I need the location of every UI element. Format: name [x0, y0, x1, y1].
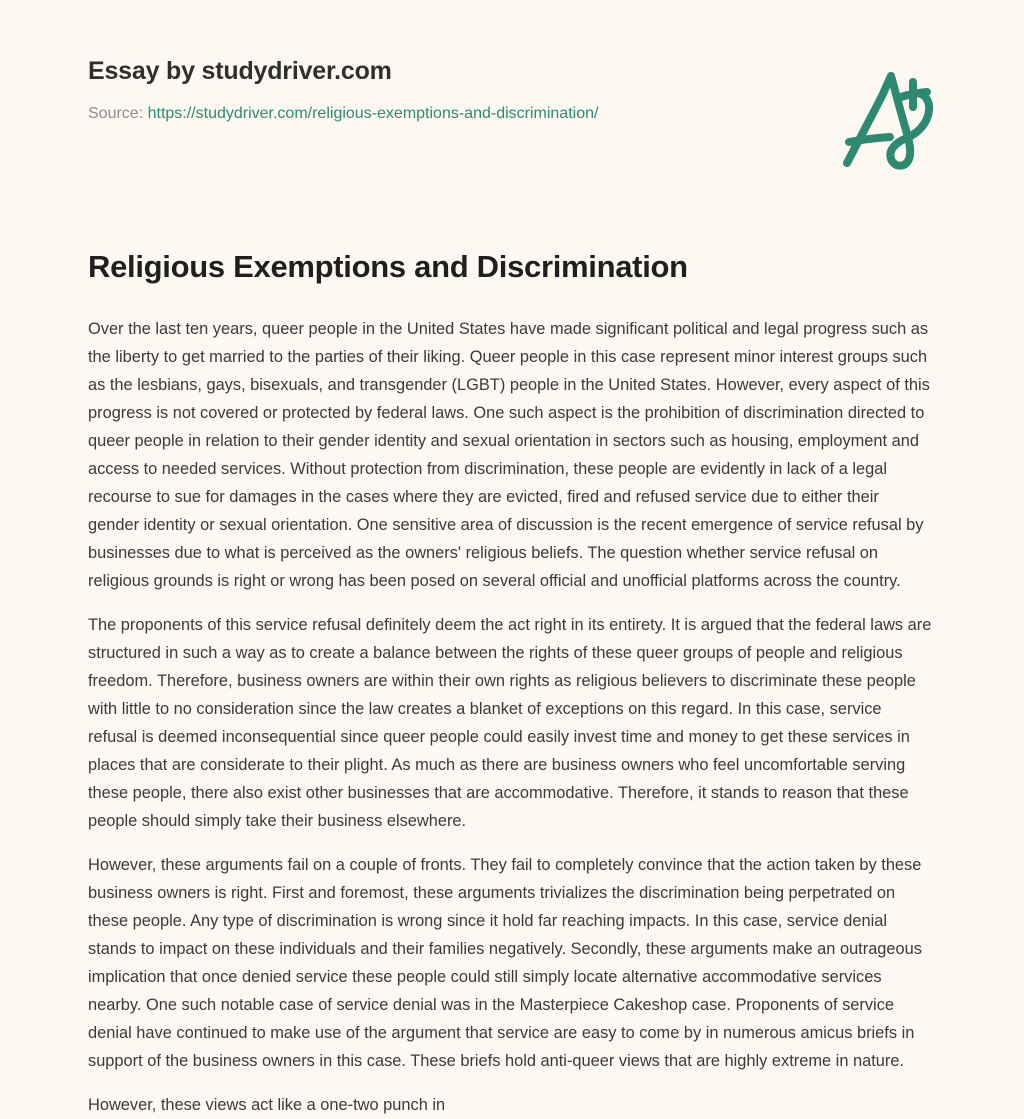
brand-title: Essay by studydriver.com: [88, 57, 392, 85]
page-title: Religious Exemptions and Discrimination: [88, 249, 688, 284]
article-body: [88, 315, 932, 1119]
paragraph: However, these views act like a one-two punch in: [88, 1095, 446, 1114]
paragraph: Over the last ten years, queer people in the United States have made significant political and legal progress such as the liberty to get married to the parties of their liking. Queer people in this case represent minor interest groups such as the lesbians, gays, bisexuals, and transgender (LGBT) people in the United States. However, every aspect of this progress is not covered or protected by federal laws. One such aspect is the prohibition of discrimination directed to queer people in relation to their gender identity and sexual orientation in sectors such as housing, employment and access to needed services. Without protection from discrimination, these people are evidently in lack of a legal recourse to sue for damages in the cases where they are evicted, fired and refused service due to either their gender identity or sexual orientation. One sensitive area of discussion is the recent emergence of service refusal by businesses due to what is perceived as the owners' religious beliefs. The question whether service refusal on religious grounds is right or wrong has been posed on several official and unofficial platforms across the country.: [88, 319, 930, 590]
a-plus-icon: [830, 62, 950, 174]
source-url-link[interactable]: https://studydriver.com/religious-exemptions-and-discrimination/: [147, 105, 599, 122]
article: [88, 248, 932, 1119]
paragraph: However, these arguments fail on a couple of fronts. They fail to completely convince that the action taken by these business owners is right. First and foremost, these arguments trivializes the discrimination being perpetrated on these people. Any type of discrimination is wrong since it hold far reaching impacts. In this case, service denial stands to impact on these individuals and their families negatively. Secondly, these arguments make an outrageous implication that once denied service these people could still simply locate alternative accommodative services nearby. One such notable case of service denial was in the Masterpiece Cakeshop case. Proponents of service denial have continued to make use of the argument that service are easy to come by in numerous amicus briefs in support of the business owners in this case. These briefs hold anti-queer views that are highly extreme in nature.: [88, 855, 922, 1070]
source-line: [88, 104, 936, 125]
page-header: [88, 56, 936, 186]
source-label: Source:: [88, 105, 144, 122]
studydriver-logo: [830, 62, 950, 174]
paragraph: The proponents of this service refusal definitely deem the act right in its entirety. It is argued that the federal laws are structured in such a way as to create a balance between the rights of these queer groups of people and religious freedom. Therefore, business owners are within their own rights as religious believers to discriminate these people with little to no consideration since the law creates a blanket of exceptions on this regard. In this case, service refusal is deemed inconsequential since queer people could easily invest time and money to get these services in places that are considerate to their plight. As much as there are business owners who feel uncomfortable serving these people, there also exist other businesses that are accommodative. Therefore, it stands to reason that these people should simply take their business elsewhere.: [88, 615, 932, 830]
